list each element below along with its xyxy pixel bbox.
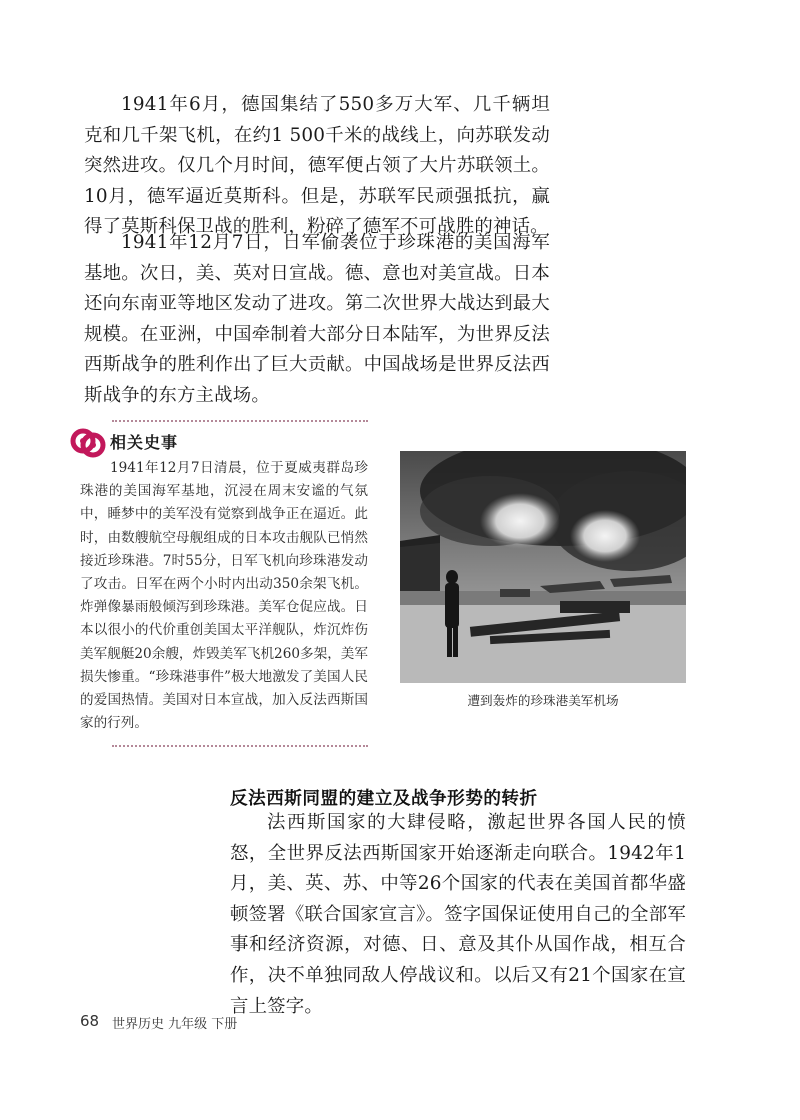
related-history-title: 相关史事 [110, 433, 179, 452]
body-paragraph-pearl-harbor: 1941年12月7日，日军偷袭位于珍珠港的美国海军基地。次日，美、英对日宣战。德、意也对美宣战。日本还向东南亚等地区发动了进攻。第二次世界大战达到最大规模。在亚洲，中国牵制着大部分日本陆军，为世界反法西斯战争的胜利作出了巨大贡献。中国战场是世界反法西斯战争的东方主战场。 [84, 232, 550, 406]
photo-caption: 遭到轰炸的珍珠港美军机场 [467, 693, 619, 708]
section-heading: 反法西斯同盟的建立及战争形势的转折 [230, 789, 538, 809]
section-paragraph: 法西斯国家的大肆侵略，激起世界各国人民的愤怒，全世界反法西斯国家开始逐渐走向联合。1942年1月，美、英、苏、中等26个国家的代表在美国首都华盛顿签署《联合国家宣言》。签字国保证使用自己的全部军事和经济资源，对德、日、意及其仆从国作战，相互合作，决不单独同敌人停战议和。以后又有21个国家在宣言上签字。 [230, 812, 686, 1017]
book-title: 世界历史 九年级 下册 [112, 1017, 238, 1032]
page-number: 68 [80, 1012, 100, 1030]
body-paragraph-eastern-front: 1941年6月，德国集结了550多万大军、几千辆坦克和几千架飞机，在约1 500千米的战线上，向苏联发动突然进攻。仅几个月时间，德军便占领了大片苏联领土。10月，德军逼近莫斯科。但是，苏联军民顽强抵抗，赢得了莫斯科保卫战的胜利，粉碎了德军不可战胜的神话。 [84, 94, 550, 238]
sidebar-bottom-divider [112, 745, 368, 747]
sidebar-top-divider [112, 420, 368, 422]
pearl-harbor-airfield-photo [400, 451, 686, 683]
related-history-text: 1941年12月7日清晨，位于夏威夷群岛珍珠港的美国海军基地，沉浸在周末安谧的气氛中，睡梦中的美军没有觉察到战争正在逼近。此时，由数艘航空母舰组成的日本攻击舰队已悄然接近珍珠港。7时55分，日军飞机向珍珠港发动了攻击。日军在两个小时内出动350余架飞机。炸弹像暴雨般倾泻到珍珠港。美军仓促应战。日本以很小的代价重创美国太平洋舰队，炸沉炸伤美军舰艇20余艘，炸毁美军飞机260多架，美军损失惨重。“珍珠港事件”极大地激发了美国人民的爱国热情。美国对日本宣战，加入反法西斯国家的行列。 [80, 460, 368, 732]
related-history-icon [70, 425, 106, 461]
